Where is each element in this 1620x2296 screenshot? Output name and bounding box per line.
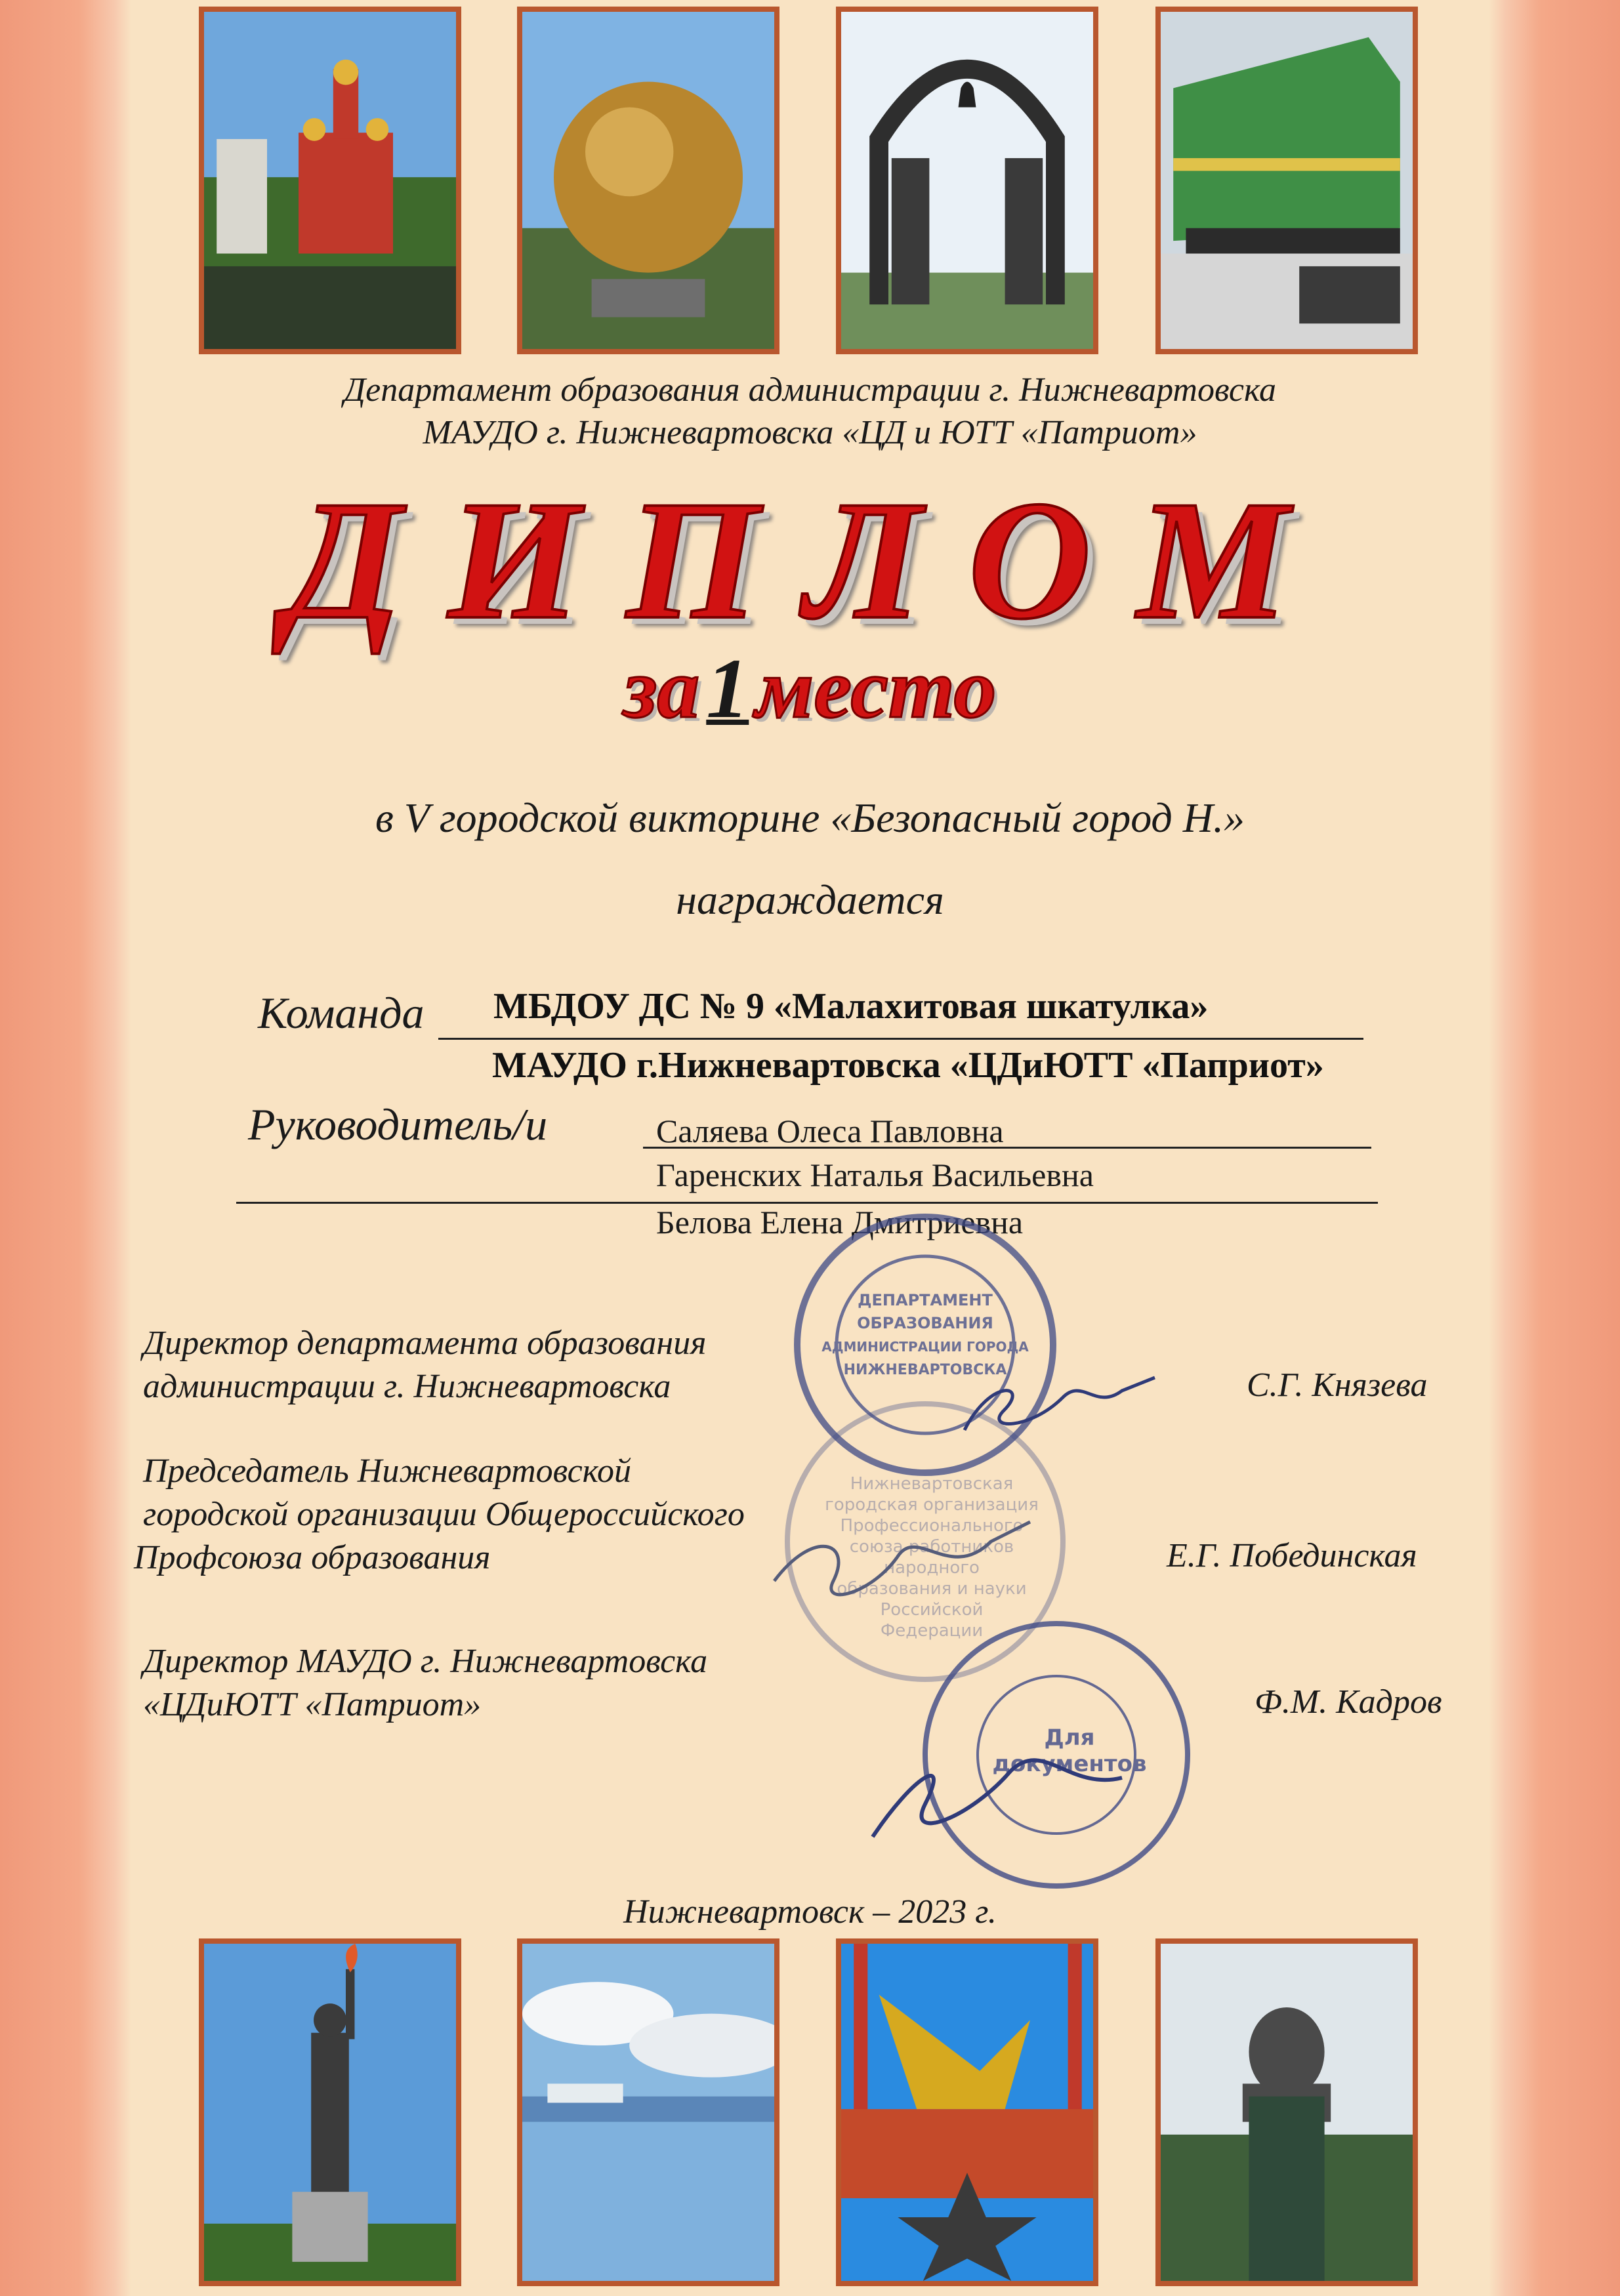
patriot-stamp [925, 1624, 1188, 1886]
event-line: в V городской викторине «Безопасный город Н.» [375, 794, 1245, 841]
locomotive-photo [1155, 7, 1418, 354]
svg-text:образования и науки: образования и науки [837, 1579, 1027, 1599]
leader-name: Белова Елена Дмитриевна [656, 1204, 1024, 1240]
leaders-label: Руководитель/и [248, 1099, 548, 1149]
signatory-name: Е.Г. Побединская [1167, 1537, 1417, 1574]
header-line-1: Департамент образования администрации г. Нижневартовска [344, 371, 1276, 409]
svg-text:городская организация: городская организация [825, 1495, 1039, 1515]
svg-text:НИЖНЕВАРТОВСКА: НИЖНЕВАРТОВСКА [843, 1362, 1007, 1378]
bell-arch-photo [836, 7, 1098, 354]
svg-text:ДЕПАРТАМЕНТ: ДЕПАРТАМЕНТ [858, 1291, 993, 1309]
stamps-and-signatures [755, 1214, 1214, 1902]
team-label: Команда [258, 988, 425, 1038]
leader-name: Саляева Олеса Павловна [656, 1113, 1004, 1149]
team-underline [438, 1038, 1363, 1040]
signatory-title: Директор департамента образования администрации г. Нижневартовска [143, 1324, 707, 1405]
svg-text:ОБРАЗОВАНИЯ: ОБРАЗОВАНИЯ [857, 1314, 993, 1332]
war-memorial-photo [836, 1938, 1098, 2286]
svg-text:народного: народного [884, 1558, 980, 1578]
svg-text:союза работников: союза работников [849, 1537, 1014, 1557]
awarded-line: награждается [676, 876, 944, 923]
team-organization: МАУДО г.Нижневартовска «ЦДиЮТТ «Паприот» [492, 1045, 1324, 1086]
signatory-name: С.Г. Князева [1247, 1366, 1428, 1404]
signatory-title: Председатель Нижневартовской городской организации Общероссийского Профсоюза образования [134, 1452, 745, 1576]
place-line [0, 640, 1620, 738]
place-number: 1 [706, 642, 749, 736]
svg-text:Профессионального: Профессионального [840, 1516, 1024, 1536]
signatory-name: Ф.М. Кадров [1255, 1683, 1442, 1721]
signatory-title: Директор МАУДО г. Нижневартовска «ЦДиЮТТ «Патриот» [143, 1643, 708, 1723]
city-lake-photo [517, 1938, 779, 2286]
svg-text:Федерации: Федерации [880, 1621, 984, 1641]
svg-text:Нижневартовская: Нижневартовская [850, 1474, 1014, 1494]
svg-text:документов: документов [992, 1751, 1147, 1777]
leader-name: Гаренских Наталья Васильевна [656, 1157, 1094, 1193]
team-name: МБДОУ ДС № 9 «Малахитовая шкатулка» [493, 986, 1209, 1027]
svg-text:АДМИНИСТРАЦИИ ГОРОДА: АДМИНИСТРАЦИИ ГОРОДА [821, 1339, 1029, 1355]
diploma-title: ДИПЛОМ [285, 466, 1335, 655]
svg-text:Российской: Российской [880, 1600, 984, 1620]
church-photo [199, 7, 461, 354]
trade-union-stamp [787, 1404, 1063, 1679]
globe-monument-photo [517, 7, 779, 354]
torch-statue-photo [199, 1938, 461, 2286]
header-line-2: МАУДО г. Нижневартовска «ЦД и ЮТТ «Патриот» [423, 414, 1197, 451]
place-prefix: за [623, 642, 700, 736]
bust-monument-photo [1155, 1938, 1418, 2286]
place-suffix: место [755, 642, 997, 736]
svg-text:Для: Для [1044, 1725, 1095, 1751]
footer-city-year: Нижневартовск – 2023 г. [623, 1893, 997, 1931]
